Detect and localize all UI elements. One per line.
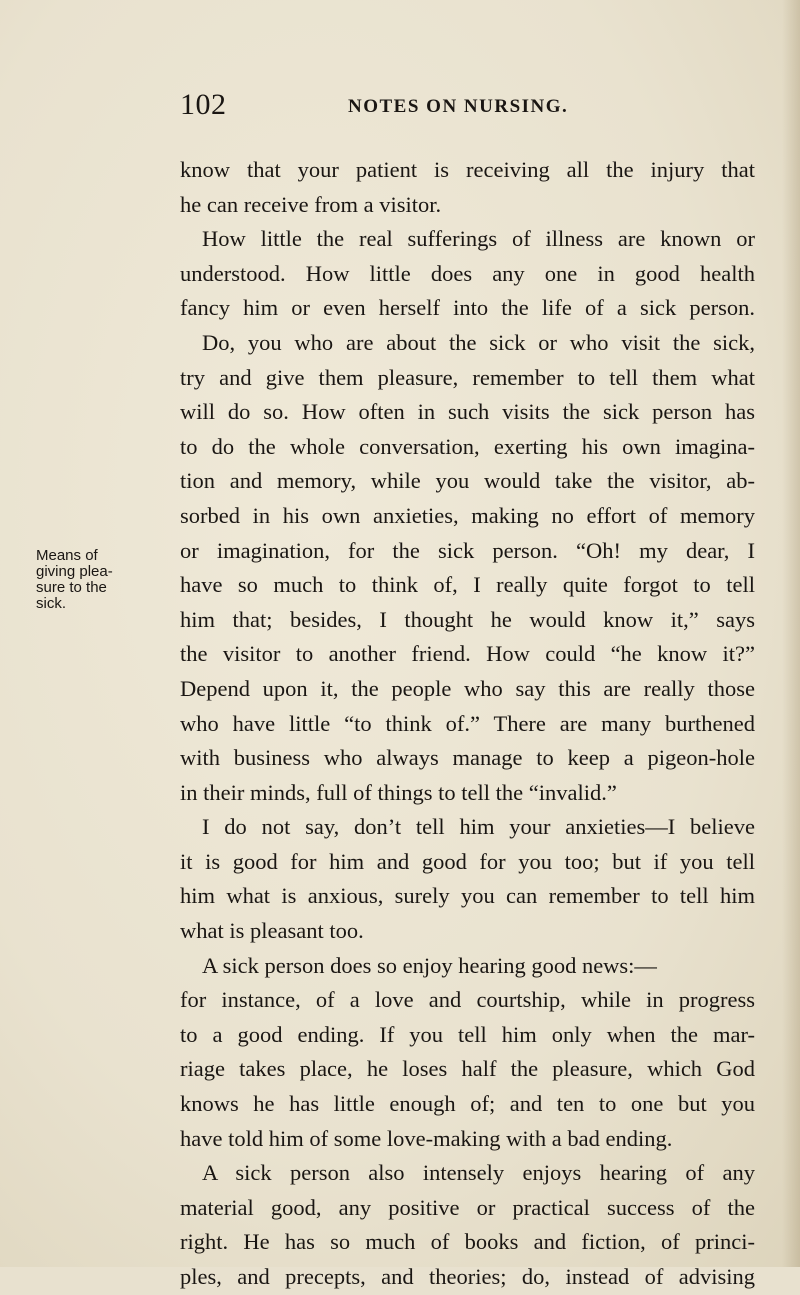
text-line: or imagination, for the sick person. “Oh! my dear, I <box>180 537 755 563</box>
text-line: for instance, of a love and courtship, while in progress <box>180 987 755 1013</box>
text-line: tion and memory, while you would take the visitor, ab- <box>180 468 755 494</box>
text-line: him what is anxious, surely you can remember to tell him <box>180 883 755 909</box>
text-line: knows he has little enough of; and ten to one but you <box>180 1091 755 1117</box>
margin-note-line: sick. <box>36 595 66 612</box>
text-line: fancy him or even herself into the life of a sick person. <box>180 295 755 321</box>
text-line: understood. How little does any one in good health <box>180 260 755 286</box>
text-line: A sick person does so enjoy hearing good news:— <box>202 952 657 978</box>
text-line: riage takes place, he loses half the pleasure, which God <box>180 1056 755 1082</box>
margin-note-line: sure to the <box>36 579 107 596</box>
text-line: sorbed in his own anxieties, making no effort of memory <box>180 502 755 528</box>
margin-note-line: giving plea- <box>36 563 113 580</box>
page-header <box>180 88 600 128</box>
text-line: to a good ending. If you tell him only when the mar- <box>180 1021 755 1047</box>
margin-note <box>36 548 146 612</box>
text-line: know that your patient is receiving all the injury that <box>180 157 755 182</box>
text-line: have so much to think of, I really quite forgot to tell <box>180 572 755 598</box>
text-line: he can receive from a visitor. <box>180 191 442 217</box>
text-line: material good, any positive or practical success of the <box>180 1194 755 1220</box>
body-text <box>180 153 755 1295</box>
text-line: will do so. How often in such visits the sick person has <box>180 399 755 425</box>
text-line: ples, and precepts, and theories; do, instead of advising <box>180 1264 755 1289</box>
text-line: Depend upon it, the people who say this are really those <box>180 675 755 701</box>
text-line: in their minds, full of things to tell the “invalid.” <box>180 779 617 805</box>
text-line: it is good for him and good for you too; but if you tell <box>180 848 755 874</box>
text-line: Do, you who are about the sick or who visit the sick, <box>202 329 755 355</box>
running-head: NOTES ON NURSING. <box>348 96 569 117</box>
page-edge-shadow <box>782 0 800 1267</box>
text-line: right. He has so much of books and fiction, of princi- <box>180 1229 755 1255</box>
text-line: what is pleasant too. <box>180 918 364 944</box>
text-line: A sick person also intensely enjoys hearing of any <box>202 1160 755 1186</box>
page-number: 102 <box>180 88 227 121</box>
text-line: him that; besides, I thought he would know it,” says <box>180 606 755 632</box>
text-line: the visitor to another friend. How could “he know it?” <box>180 641 755 667</box>
margin-note-line: Means of <box>36 547 98 564</box>
text-line: who have little “to think of.” There are many burthened <box>180 710 755 736</box>
text-line: with business who always manage to keep a pigeon-hole <box>180 745 755 771</box>
text-line: to do the whole conversation, exerting his own imagina- <box>180 433 755 459</box>
text-line: How little the real sufferings of illness are known or <box>202 226 755 252</box>
text-line: have told him of some love-making with a bad ending. <box>180 1125 673 1151</box>
text-line: try and give them pleasure, remember to tell them what <box>180 364 755 390</box>
text-line: I do not say, don’t tell him your anxieties—I believe <box>202 814 755 840</box>
